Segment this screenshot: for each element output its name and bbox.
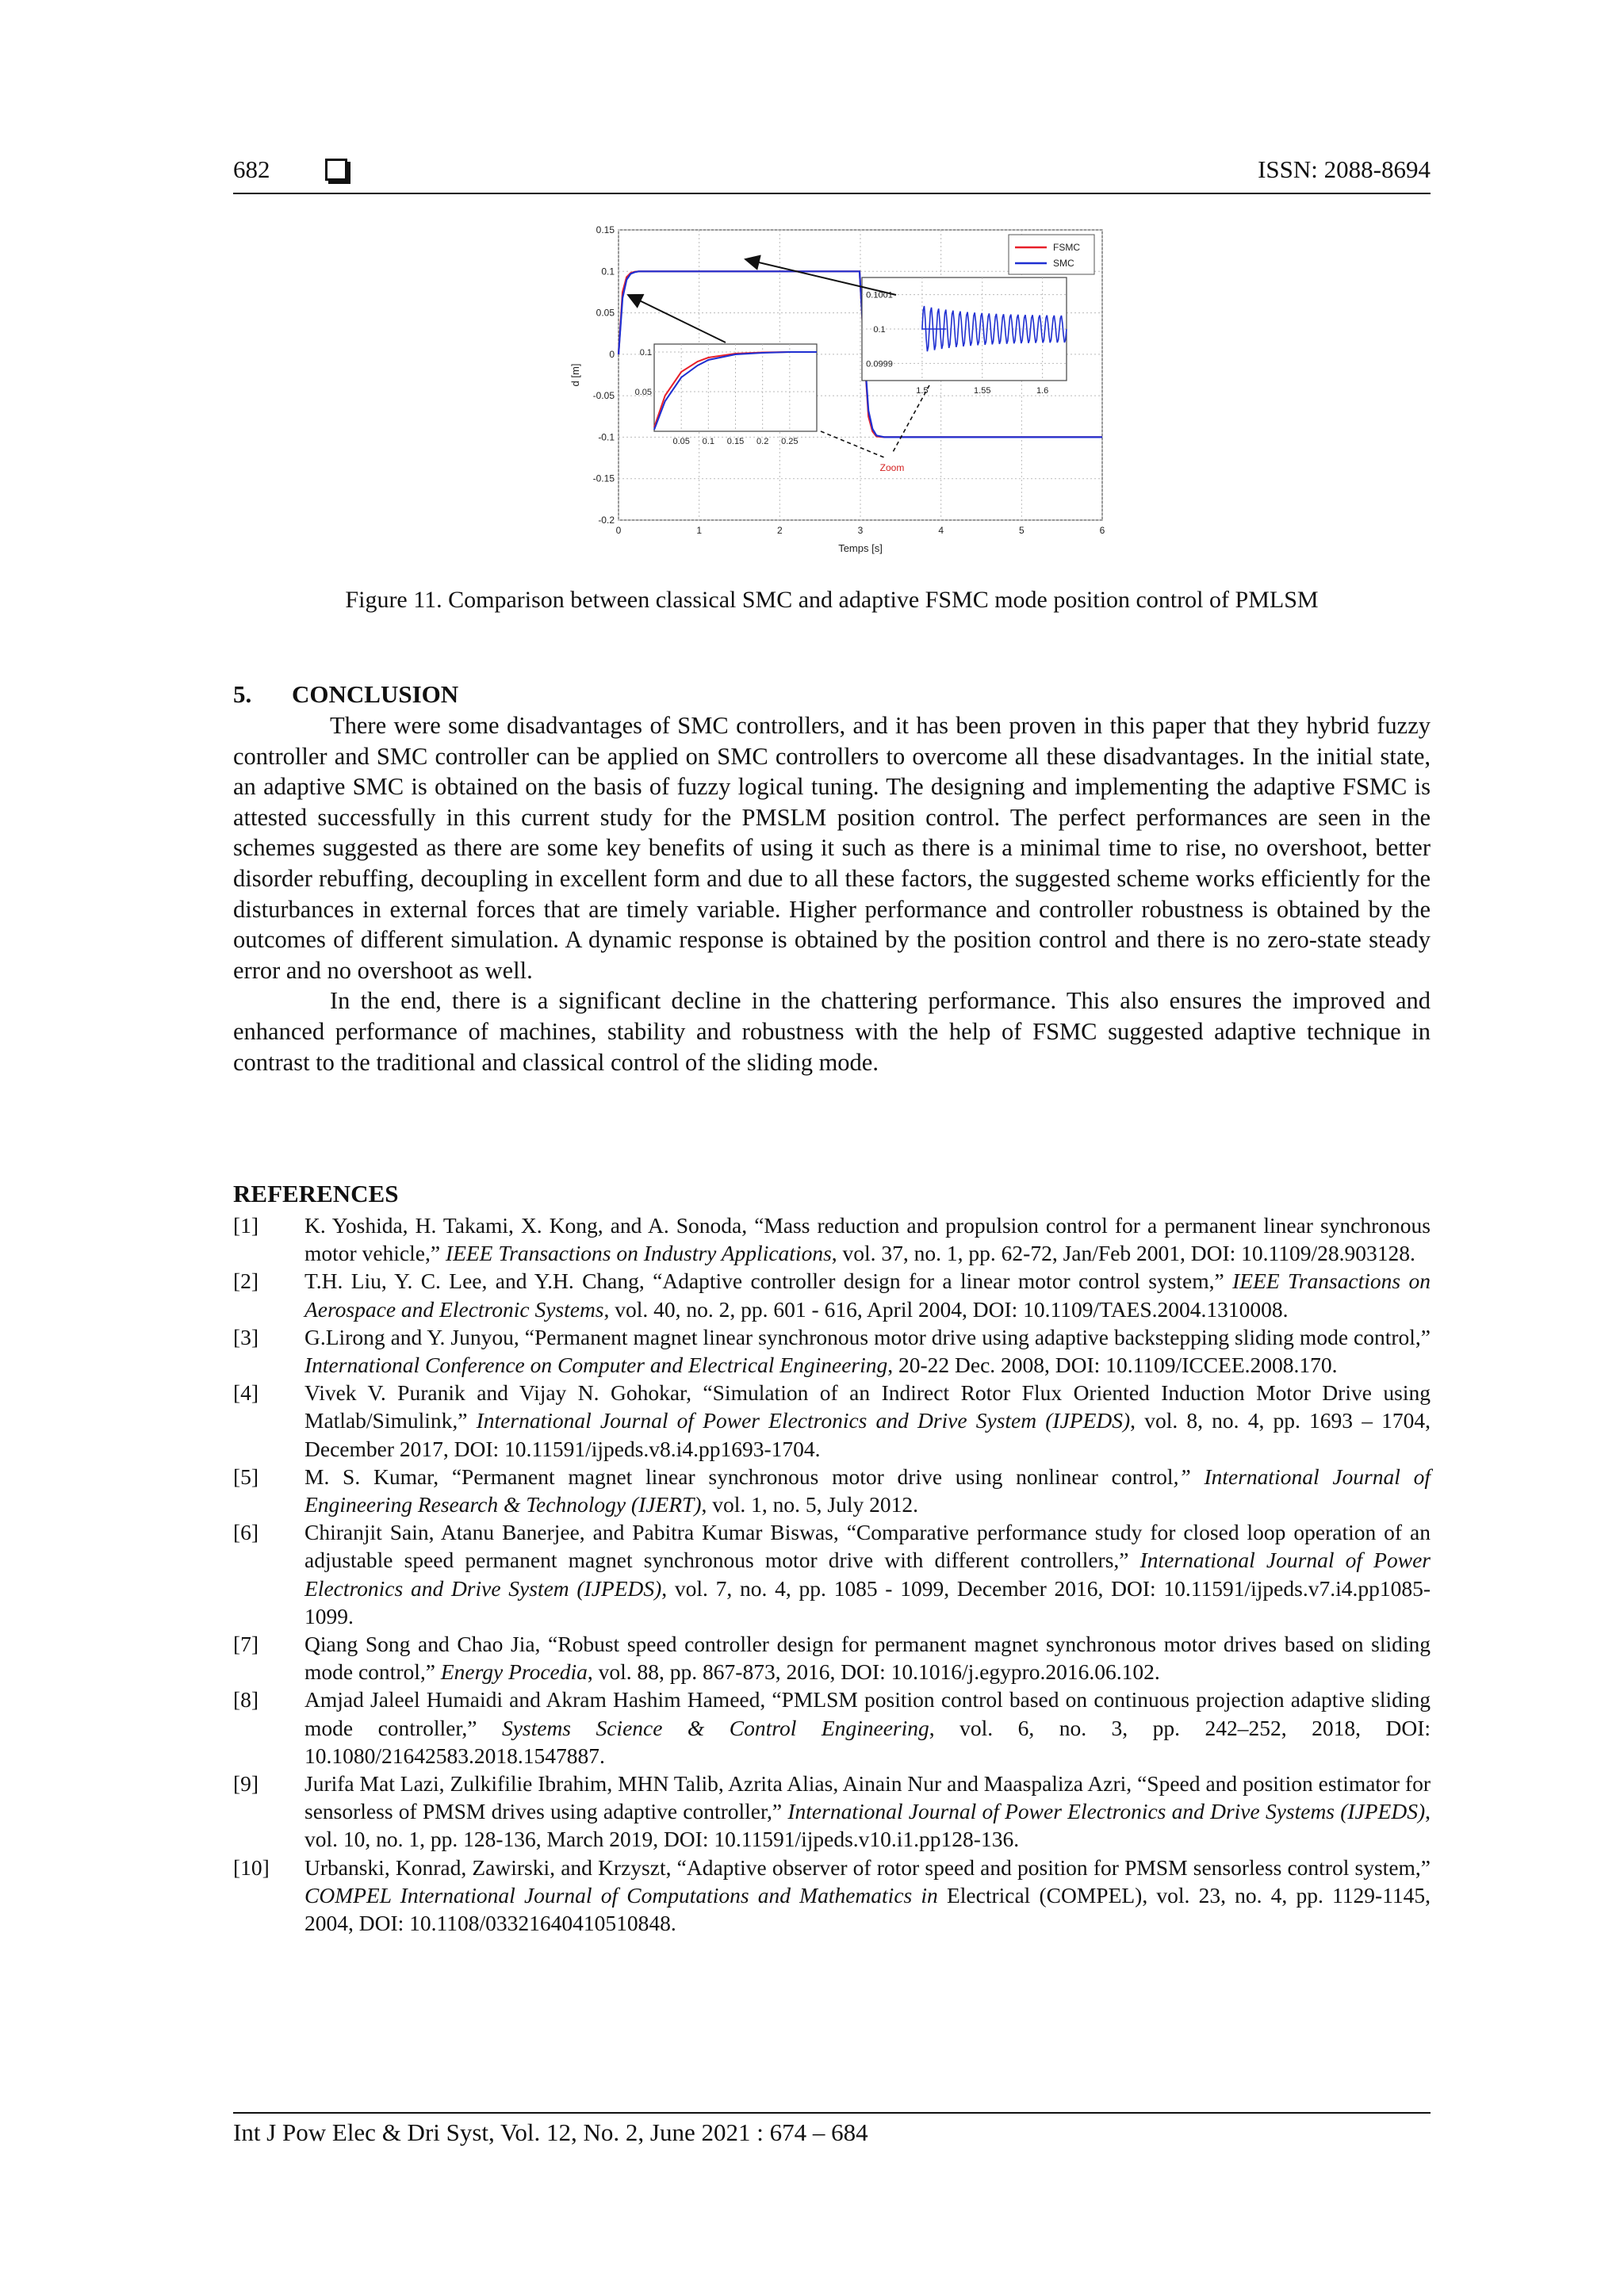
reference-item [233,1630,1431,1686]
reference-authors-title: Qiang Song and Chao Jia, “Robust speed controller design for permanent magnet synchronous motor drives based on sliding mode control,” [304,1632,1431,1685]
inset-x-tick-label: 0.15 [726,437,745,446]
paragraph: In the end, there is a significant decline in the chattering performance. This also ensures the improved and enhanced performance of machines, stability and robustness with the help of FSMC suggested adaptive technique in contrast to the traditional and classical control of the sliding mode. [233,987,1431,1076]
reference-number: [5] [233,1464,259,1489]
reference-venue: Systems Science & Control Engineering [501,1715,929,1740]
y-tick-label: -0.05 [592,390,615,402]
reference-item [233,1770,1431,1854]
reference-text [304,1463,1431,1518]
inset-y-tick-label: 0.1 [873,325,886,335]
reference-item [233,1323,1431,1379]
reference-authors-title: T.H. Liu, Y. C. Lee, and Y.H. Chang, “Adaptive controller design for a linear motor control system,” [304,1269,1233,1294]
x-tick-label: 6 [1099,525,1105,536]
inset-y-tick-label: 0.0999 [866,359,893,369]
y-tick-label: -0.15 [592,473,615,484]
reference-number: [10] [233,1854,270,1880]
reference-number: [8] [233,1687,259,1712]
y-tick-label: 0.05 [596,307,615,319]
y-tick-label: 0 [609,348,615,360]
checkbox-square-icon [325,159,347,181]
reference-text [304,1686,1431,1770]
section-title: CONCLUSION [292,680,459,708]
x-tick-label: 0 [615,525,622,536]
reference-details: , vol. 7, no. 4, pp. 1085 - 1099, December 2016, DOI: 10.11591/ijpeds.v7.i4.pp1085-1099. [304,1575,1431,1628]
reference-number: [6] [233,1520,259,1545]
x-tick-label: 5 [1018,525,1025,536]
y-tick-label: -0.1 [598,431,615,443]
reference-details: , vol. 1, no. 5, July 2012. [701,1492,918,1517]
reference-item [233,1854,1431,1938]
legend-label: SMC [1053,258,1074,269]
x-tick-label: 2 [776,525,783,536]
reference-item [233,1463,1431,1518]
header-rule [233,193,1431,194]
reference-list [233,1211,1431,1937]
page-header [233,155,1431,193]
x-tick-label: 1 [696,525,703,536]
reference-text [304,1770,1431,1854]
reference-details: Electrical (COMPEL), vol. 23, no. 4, pp. 1129-1145, 2004, DOI: 10.1108/03321640410510848. [304,1882,1431,1936]
reference-number: [9] [233,1771,259,1797]
section-number: 5. [233,680,252,708]
reference-details: , vol. 6, no. 3, pp. 242–252, 2018, DOI: 10.1080/21642583.2018.1547887. [304,1715,1431,1768]
reference-authors-title: K. Yoshida, H. Takami, X. Kong, and A. Sonoda, “Mass reduction and propulsion control for a permanent linear synchronous motor vehicle,” [304,1213,1431,1266]
reference-number: [2] [233,1269,259,1294]
reference-authors-title: Amjad Jaleel Humaidi and Akram Hashim Hameed, “PMLSM position control based on continuous projection adaptive sliding mode controller,” [304,1687,1431,1740]
reference-text [304,1630,1431,1686]
x-tick-label: 3 [857,525,864,536]
references-heading: REFERENCES [233,1180,399,1207]
reference-text [304,1211,1431,1267]
reference-number: [7] [233,1632,259,1657]
inset-x-tick-label: 1.6 [1036,386,1049,396]
reference-authors-title: Chiranjit Sain, Atanu Banerjee, and Pabitra Kumar Biswas, “Comparative performance study for closed loop operation of an adjustable speed permanent magnet synchronous motor drive with different controllers,” [304,1520,1431,1573]
reference-venue: IEEE Transactions on Industry Applications [445,1241,832,1266]
reference-item [233,1686,1431,1770]
reference-details: , vol. 37, no. 1, pp. 62-72, Jan/Feb 2001, DOI: 10.1109/28.903128. [831,1241,1415,1266]
figure-11-chart [555,216,1110,557]
legend-label: FSMC [1053,242,1080,253]
reference-details: , vol. 88, pp. 867-873, 2016, DOI: 10.1016/j.egypro.2016.06.102. [587,1659,1160,1685]
figure-caption: Figure 11. Comparison between classical SMC and adaptive FSMC mode position control of PMLSM [345,587,1319,613]
inset-x-tick-label: 0.05 [672,437,690,446]
reference-text [304,1267,1431,1322]
reference-details: , vol. 40, no. 2, pp. 601 - 616, April 2004, DOI: 10.1109/TAES.2004.1310008. [603,1296,1289,1322]
reference-authors-title: Vivek V. Puranik and Vijay N. Gohokar, “Simulation of an Indirect Rotor Flux Oriented Induction Motor Drive using Matlab/Simulink,” [304,1380,1431,1433]
reference-number: [3] [233,1324,259,1349]
reference-details: , vol. 8, no. 4, pp. 1693 – 1704, December 2017, DOI: 10.11591/ijpeds.v8.i4.pp1693-1704. [304,1408,1431,1461]
reference-text [304,1518,1431,1630]
x-tick-label: 4 [938,525,944,536]
footer-rule [233,2112,1431,2114]
zoom-label: Zoom [879,462,905,473]
page-footer: Int J Pow Elec & Dri Syst, Vol. 12, No. 2, June 2021 : 674 – 684 [233,2118,868,2146]
reference-text [304,1379,1431,1463]
reference-item [233,1518,1431,1630]
reference-authors-title: M. S. Kumar, “Permanent magnet linear synchronous motor drive using nonlinear control [304,1464,1174,1489]
reference-venue: ,” International Journal of Engineering Research & Technology (IJERT) [304,1464,1431,1517]
inset-x-tick-label: 0.1 [702,437,714,446]
x-axis-label: Temps [s] [838,542,883,554]
reference-details: , 20-22 Dec. 2008, DOI: 10.1109/ICCEE.2008.170. [887,1353,1338,1378]
reference-venue: International Journal of Power Electronics and Drive Systems (IJPEDS) [787,1799,1426,1824]
reference-text [304,1854,1431,1938]
y-tick-label: 0.15 [596,224,615,235]
reference-item [233,1379,1431,1463]
reference-venue: International Conference on Computer and Electrical Engineering [304,1353,888,1378]
reference-item [233,1211,1431,1267]
legend-box [1009,235,1094,274]
inset-y-tick-label: 0.1001 [866,290,893,300]
y-tick-label: 0.1 [601,266,615,277]
conclusion-body [233,710,1431,1077]
reference-authors-title: G.Lirong and Y. Junyou, “Permanent magnet linear synchronous motor drive using adaptive backstepping sliding mode control,” [304,1324,1431,1349]
inset-y-tick-label: 0.05 [634,388,652,397]
inset-x-tick-label: 0.2 [756,437,769,446]
reference-venue: International Journal of Power Electronics and Drive System (IJPEDS) [304,1548,1431,1601]
paragraph: There were some disadvantages of SMC controllers, and it has been proven in this paper that they hybrid fuzzy controller and SMC controller can be applied on SMC controllers to overcome all these disadvantages. In the initial state, an adaptive SMC is obtained on the basis of fuzzy logical tuning. The designing and implementing the adaptive FSMC is attested successfully in this current study for the PMSLM position control. The perfect performances are seen in the schemes suggested as there are some key benefits of using it such as there is a minimal time to rise, no overshoot, better disorder rebuffing, decoupling in excellent form and due to all these factors, the suggested scheme works efficiently for the disturbances in external forces that are timely variable. Higher performance and controller robustness is obtained by the outcomes of different simulation. A dynamic response is obtained by the position control and there is no zero-state steady error and no overshoot as well. [233,712,1431,984]
y-axis-label: d [m] [569,363,581,387]
y-tick-label: -0.2 [598,515,615,526]
inset-y-tick-label: 0.1 [639,348,652,358]
inset-x-tick-label: 0.25 [781,437,799,446]
reference-venue: Energy Procedia [440,1659,588,1685]
reference-number: [1] [233,1213,259,1238]
reference-item [233,1267,1431,1322]
reference-venue: IEEE Transactions on Aerospace and Electronic Systems [304,1269,1431,1322]
inset-x-tick-label: 1.5 [916,386,929,396]
issn: ISSN: 2088-8694 [1258,155,1431,183]
inset-x-tick-label: 1.55 [974,386,991,396]
reference-number: [4] [233,1380,259,1406]
reference-authors-title: Jurifa Mat Lazi, Zulkifilie Ibrahim, MHN Talib, Azrita Alias, Ainain Nur and Maaspaliza Azri, “Speed and position estimator for sensorless of PMSM drives using adaptive controller,” [304,1771,1431,1824]
reference-authors-title: Urbanski, Konrad, Zawirski, and Krzyszt, “Adaptive observer of rotor speed and position for PMSM sensorless control system,” [304,1854,1431,1880]
reference-venue: COMPEL International Journal of Computations and Mathematics in [304,1882,938,1908]
page-number: 682 [233,155,270,183]
reference-details: , vol. 10, no. 1, pp. 128-136, March 2019, DOI: 10.11591/ijpeds.v10.i1.pp128-136. [304,1799,1431,1852]
reference-text [304,1323,1431,1379]
reference-venue: International Journal of Power Electronics and Drive System (IJPEDS) [476,1408,1131,1433]
section-heading [233,680,458,709]
